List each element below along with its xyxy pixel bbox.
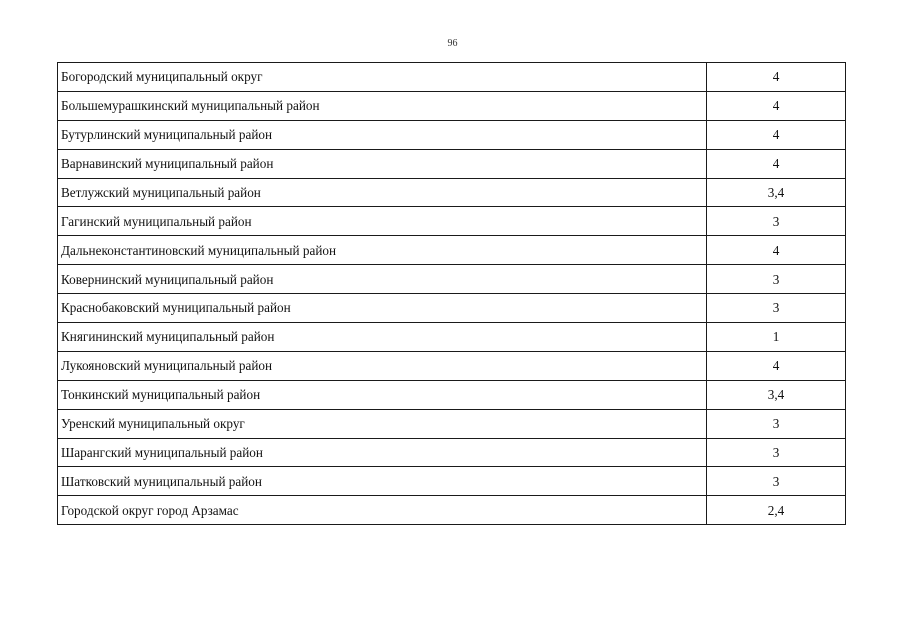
municipality-name-cell: Дальнеконстантиновский муниципальный район: [58, 236, 707, 265]
table-body: [58, 63, 846, 525]
municipality-name-cell: Ветлужский муниципальный район: [58, 178, 707, 207]
table-row: [58, 351, 846, 380]
value-cell: 4: [707, 351, 846, 380]
value-cell: 4: [707, 120, 846, 149]
value-cell: 3: [707, 207, 846, 236]
table-row: [58, 496, 846, 525]
municipality-name-cell: Княгининский муниципальный район: [58, 323, 707, 352]
value-cell: 3: [707, 294, 846, 323]
value-cell: 3: [707, 409, 846, 438]
municipality-name-cell: Богородский муниципальный округ: [58, 63, 707, 92]
table-row: [58, 120, 846, 149]
table-row: [58, 294, 846, 323]
municipality-name-cell: Шарангский муниципальный район: [58, 438, 707, 467]
municipality-name-cell: Большемурашкинский муниципальный район: [58, 91, 707, 120]
table-row: [58, 265, 846, 294]
table-row: [58, 63, 846, 92]
municipality-name-cell: Шатковский муниципальный район: [58, 467, 707, 496]
municipality-name-cell: Краснобаковский муниципальный район: [58, 294, 707, 323]
table-row: [58, 178, 846, 207]
municipality-name-cell: Городской округ город Арзамас: [58, 496, 707, 525]
value-cell: 3,4: [707, 178, 846, 207]
table-row: [58, 380, 846, 409]
table-row: [58, 409, 846, 438]
table-row: [58, 438, 846, 467]
municipality-name-cell: Тонкинский муниципальный район: [58, 380, 707, 409]
municipality-table: [57, 62, 846, 525]
table-row: [58, 236, 846, 265]
table-row: [58, 467, 846, 496]
table-row: [58, 149, 846, 178]
page-number: 96: [447, 38, 458, 49]
value-cell: 1: [707, 323, 846, 352]
municipality-name-cell: Уренский муниципальный округ: [58, 409, 707, 438]
value-cell: 3,4: [707, 380, 846, 409]
municipality-name-cell: Варнавинский муниципальный район: [58, 149, 707, 178]
table-row: [58, 91, 846, 120]
table-row: [58, 207, 846, 236]
value-cell: 2,4: [707, 496, 846, 525]
value-cell: 4: [707, 63, 846, 92]
value-cell: 4: [707, 236, 846, 265]
municipality-name-cell: Ковернинский муниципальный район: [58, 265, 707, 294]
value-cell: 4: [707, 91, 846, 120]
municipality-name-cell: Гагинский муниципальный район: [58, 207, 707, 236]
value-cell: 3: [707, 438, 846, 467]
municipality-name-cell: Бутурлинский муниципальный район: [58, 120, 707, 149]
value-cell: 3: [707, 265, 846, 294]
value-cell: 4: [707, 149, 846, 178]
value-cell: 3: [707, 467, 846, 496]
municipality-name-cell: Лукояновский муниципальный район: [58, 351, 707, 380]
table-row: [58, 323, 846, 352]
